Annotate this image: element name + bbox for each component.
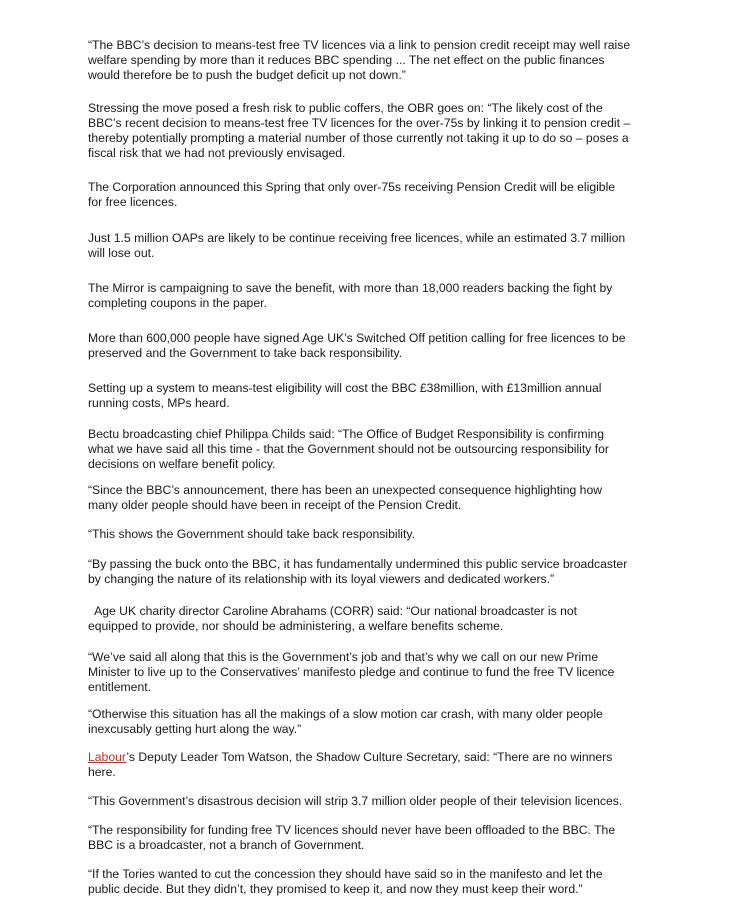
paragraph [88,427,663,472]
paragraph [88,527,663,542]
text-line: Age UK charity director Caroline Abrahams (CORR) said: “Our national broadcaster is not [88,604,578,618]
paragraph [88,38,663,83]
text-line: “Otherwise this situation has all the makings of a slow motion car crash, with many older people [88,707,603,721]
paragraph [88,750,663,780]
paragraph [88,101,663,161]
text-line: entitlement. [88,680,152,694]
text-line: fiscal risk that we had not previously envisaged. [88,146,346,160]
text-line: “This shows the Government should take back responsibility. [88,527,415,541]
text-line: completing coupons in the paper. [88,296,267,310]
text-line: here. [88,765,116,779]
text-line: decisions on welfare benefit policy. [88,457,276,471]
text-run: ’s Deputy Leader Tom Watson, the Shadow Culture Secretary, said: “There are no winners [126,750,613,764]
text-line: “By passing the buck onto the BBC, it has fundamentally undermined this public service broadcaster [88,557,628,571]
paragraph [88,823,663,853]
text-line: inexcusably getting hurt along the way.” [88,722,302,736]
text-line: The Corporation announced this Spring that only over-75s receiving Pension Credit will be eligible [88,180,616,194]
text-line: what we have said all this time - that the Government should not be outsourcing responsibility for [88,442,609,456]
text-line: for free licences. [88,195,178,209]
text-line: Setting up a system to means-test eligibility will cost the BBC £38million, with £13million annual [88,381,602,395]
paragraph [88,180,663,210]
paragraph [88,794,663,809]
text-line: “We’ve said all along that this is the Government’s job and that’s why we call on our new Prime [88,650,599,664]
text-line: “The BBC’s decision to means-test free TV licences via a link to pension credit receipt may well raise [88,38,631,52]
text-line: would therefore be to push the budget deficit up not down.” [88,68,406,82]
text-line: running costs, MPs heard. [88,396,230,410]
text-line: BBC is a broadcaster, not a branch of Government. [88,838,365,852]
text-line: Just 1.5 million OAPs are likely to be continue receiving free licences, while an estimated 3.7 million [88,231,626,245]
paragraph [88,331,663,361]
text-line: “Since the BBC’s announcement, there has been an unexpected consequence highlighting how [88,483,603,497]
text-line: “This Government’s disastrous decision will strip 3.7 million older people of their television licences. [88,794,623,808]
labour-link[interactable]: Labour [88,750,127,764]
text-line: Minister to live up to the Conservatives’ manifesto pledge and continue to fund the free TV licence [88,665,615,679]
paragraph [88,557,663,587]
paragraph [88,381,663,411]
text-line: BBC’s recent decision to means-test free TV licences for the over-75s by linking it to pension credit – [88,116,631,130]
text-line [88,750,663,765]
paragraph [88,604,663,634]
text-line: “If the Tories wanted to cut the concession they should have said so in the manifesto and let the [88,867,603,881]
text-line: Stressing the move posed a fresh risk to public coffers, the OBR goes on: “The likely cost of the [88,101,603,115]
paragraph [88,231,663,261]
text-line: Bectu broadcasting chief Philippa Childs said: “The Office of Budget Responsibility is confirming [88,427,604,441]
text-line: preserved and the Government to take back responsibility. [88,346,403,360]
text-line: welfare spending by more than it reduces BBC spending ... The net effect on the public finances [88,53,605,67]
text-line: The Mirror is campaigning to save the benefit, with more than 18,000 readers backing the fight by [88,281,613,295]
text-line: equipped to provide, nor should be administering, a welfare benefits scheme. [88,619,504,633]
text-line: many older people should have been in receipt of the Pension Credit. [88,498,462,512]
paragraph [88,281,663,311]
paragraph [88,650,663,695]
text-line: public decide. But they didn’t, they promised to keep it, and now they must keep their word.” [88,882,583,896]
paragraph [88,707,663,737]
text-line: thereby potentially prompting a material number of those currently not taking it up to do so – poses a [88,131,629,145]
text-line: More than 600,000 people have signed Age UK’s Switched Off petition calling for free licences to be [88,331,626,345]
text-line: “The responsibility for funding free TV licences should never have been offloaded to the BBC. The [88,823,616,837]
paragraph [88,867,663,897]
text-line: by changing the nature of its relationship with its loyal viewers and dedicated workers.” [88,572,555,586]
paragraph [88,483,663,513]
text-line: will lose out. [88,246,155,260]
